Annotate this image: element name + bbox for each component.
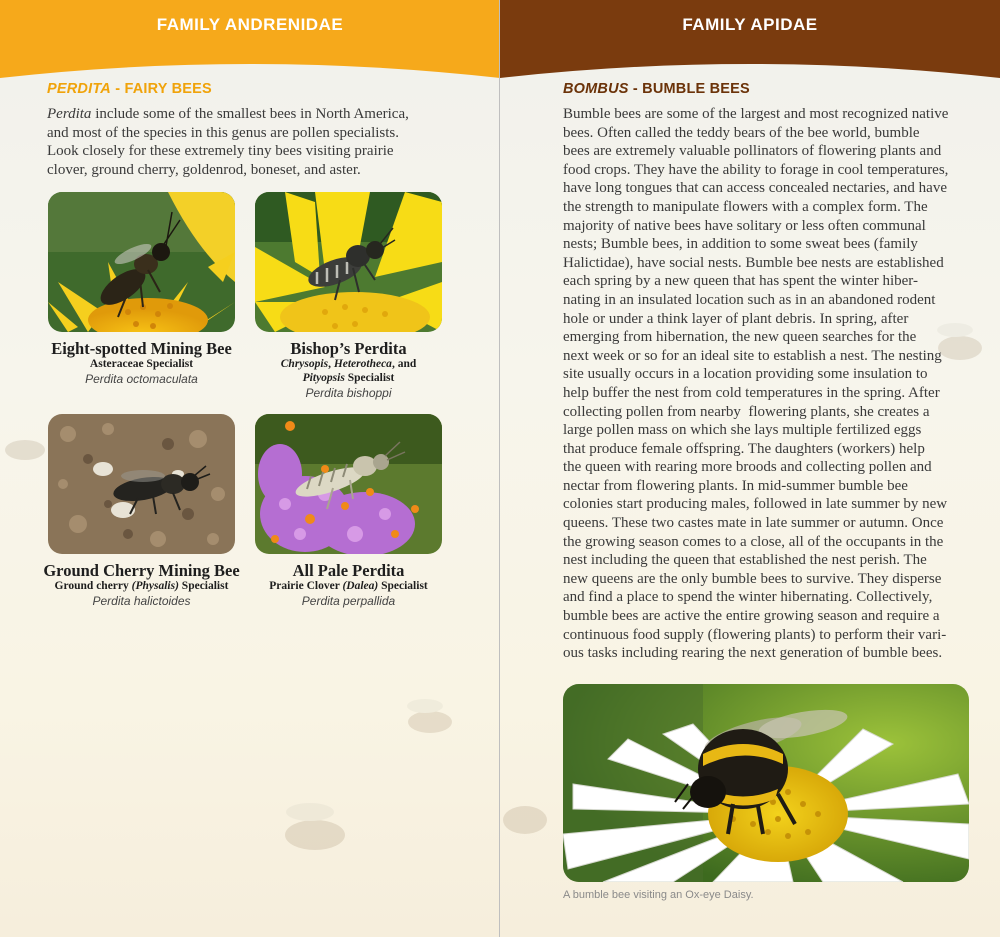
bee-common-name: Eight-spotted Mining Bee xyxy=(51,339,232,358)
body-line: emerging from hibernation, the new queen searches for the xyxy=(563,329,917,346)
bee-scientific-name: Perdita bishoppi xyxy=(305,386,392,400)
body-line: ous tasks including rearing the next generation of bumble bees. xyxy=(563,645,943,662)
bee-specialist-label: Asteraceae Specialist xyxy=(89,358,194,370)
body-line: colonies start producing males, followed in late summer by new xyxy=(563,496,948,513)
body-line: food crops. They have the ability to forage in cool temperatures, xyxy=(563,161,949,178)
bombus-body-text xyxy=(563,105,993,663)
all-pale-perdita-photo xyxy=(255,414,442,554)
ground-cherry-mining-bee-photo xyxy=(48,414,235,554)
body-line: bumble bees are active the entire growing season and require a xyxy=(563,608,940,625)
body-line: hole or under a think layer of plant debris. In spring, after xyxy=(563,310,909,327)
eight-spotted-mining-bee-photo xyxy=(48,192,235,332)
bee-specialist-label: Ground cherry (Physalis) Specialist xyxy=(54,580,229,592)
body-line: help buffer the nest from cold temperatures in the spring. After xyxy=(563,384,940,401)
body-line: the strength to manipulate flowers with a complex form. The xyxy=(563,198,928,215)
eight-spotted-mining-bee-caption xyxy=(30,340,253,388)
body-line: Bumble bees are some of the largest and most recognized native xyxy=(563,106,949,122)
body-line: continuous food supply (flowering plants) to perform their vari- xyxy=(563,626,947,643)
body-line: and find a place to spend the winter hibernating. Collectively, xyxy=(563,589,933,606)
bumble-bee-daisy-photo xyxy=(563,684,969,882)
perdita-intro-text: Perdita include some of the smallest bees in North America, and most of the species in this genus are pollen specialists. Look closely for these extremely tiny bees visiting prairie clover, ground cherry, goldenrod, boneset, and aster. xyxy=(47,106,409,178)
body-line: nest including the queen that established the nest perish. The xyxy=(563,552,927,569)
body-line: have long tongues that can access concealed nectaries, and have xyxy=(563,180,947,197)
bee-common-name: All Pale Perdita xyxy=(292,561,405,580)
background-bee-decoration xyxy=(500,780,560,860)
body-line: nating in an insulated location such as in an abandoned rodent xyxy=(563,291,936,308)
ground-cherry-mining-bee-caption xyxy=(30,562,253,610)
bee-specialist-label: Prairie Clover (Dalea) Specialist xyxy=(269,580,428,592)
body-line: queens. These two castes mate in late summer or autumn. Once xyxy=(563,515,944,532)
family-andrenidae-banner xyxy=(0,0,500,78)
body-line: large pollen mass on which she lays multiple fertilized eggs xyxy=(563,422,922,439)
body-line: nests; Bumble bees, in addition to some sweat bees (family xyxy=(563,236,918,253)
background-bee-decoration xyxy=(270,790,360,870)
body-line: bees are extremely valuable pollinators of flowering plants and xyxy=(563,143,942,160)
family-apidae-title: FAMILY APIDAE xyxy=(682,15,818,34)
body-line: next week or so for an ideal site to establish a nest. The nesting xyxy=(563,347,942,364)
background-bee-decoration xyxy=(395,690,465,750)
all-pale-perdita-caption xyxy=(237,562,460,610)
family-andrenidae-title: FAMILY ANDRENIDAE xyxy=(156,15,344,34)
bombus-section-title: BOMBUS - BUMBLE BEES xyxy=(563,81,750,97)
bee-scientific-name: Perdita halictoides xyxy=(92,594,191,608)
body-line: nectar from flowering plants. In mid-summer bumble bee xyxy=(563,477,908,494)
bee-scientific-name: Perdita octomaculata xyxy=(85,372,198,386)
body-line: bees. Often called the teddy bears of the bee world, bumble xyxy=(563,124,920,141)
perdita-section-title: PERDITA - FAIRY BEES xyxy=(47,81,212,97)
body-line: the growing season comes to a close, all of the occupants in the xyxy=(563,533,944,550)
bee-common-name: Ground Cherry Mining Bee xyxy=(43,561,240,580)
bishops-perdita-photo xyxy=(255,192,442,332)
body-line: site usually occurs in a location providing some insulation to xyxy=(563,366,928,383)
family-apidae-banner xyxy=(500,0,1000,78)
body-line: each spring by a new queen that has spent the winter hiber- xyxy=(563,273,918,290)
body-line: collecting pollen from nearby flowering plants, she creates a xyxy=(563,403,930,420)
bee-specialist-label: Chrysopis, Heterotheca, and Pityopsis Specialist xyxy=(280,358,417,384)
bee-common-name: Bishop’s Perdita xyxy=(290,339,407,358)
bumble-bee-photo-caption: A bumble bee visiting an Ox-eye Daisy. xyxy=(563,889,754,901)
bee-scientific-name: Perdita perpallida xyxy=(301,594,396,608)
body-line: that produce female offspring. The daughters (workers) help xyxy=(563,440,925,457)
body-line: Halictidae), have social nests. Bumble bee nests are established xyxy=(563,254,944,271)
bishops-perdita-caption xyxy=(237,340,460,402)
body-line: the queen with rearing more broods and collecting pollen and xyxy=(563,459,932,476)
right-page xyxy=(500,0,1000,937)
body-line: majority of native bees have solitary or less often communal xyxy=(563,217,926,234)
body-line: new queens are the only bumble bees to survive. They disperse xyxy=(563,570,942,587)
